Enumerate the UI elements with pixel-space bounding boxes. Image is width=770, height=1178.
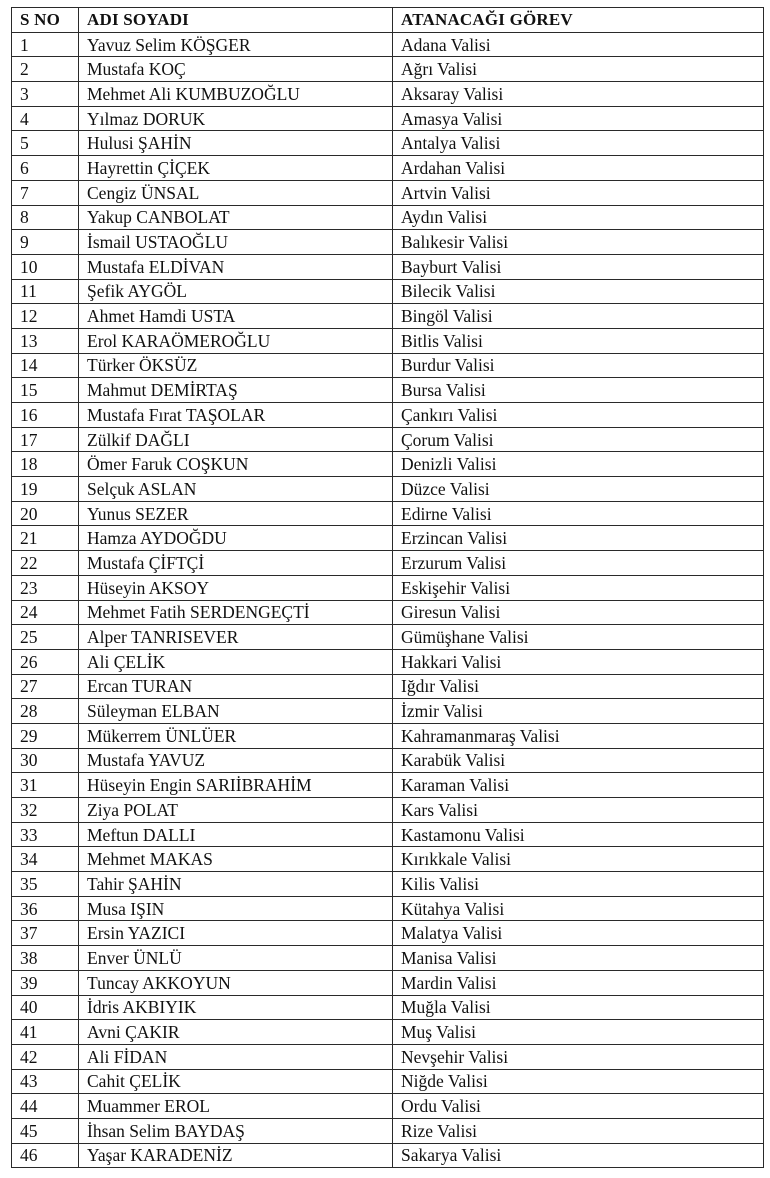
row-number-cell: 4 [12, 106, 79, 131]
row-number-cell: 23 [12, 575, 79, 600]
column-header-name: ADI SOYADI [79, 8, 393, 33]
table-row [12, 378, 764, 403]
table-row [12, 649, 764, 674]
table-row [12, 205, 764, 230]
table-row [12, 1094, 764, 1119]
assigned-duty-cell: Balıkesir Valisi [393, 230, 764, 255]
full-name-cell: Tahir ŞAHİN [79, 872, 393, 897]
full-name-cell: Meftun DALLI [79, 822, 393, 847]
row-number-cell: 21 [12, 526, 79, 551]
assigned-duty-cell: Kahramanmaraş Valisi [393, 723, 764, 748]
table-row [12, 1069, 764, 1094]
assigned-duty-cell: Sakarya Valisi [393, 1143, 764, 1168]
assigned-duty-cell: Manisa Valisi [393, 946, 764, 971]
row-number-cell: 22 [12, 551, 79, 576]
assigned-duty-cell: Nevşehir Valisi [393, 1044, 764, 1069]
row-number-cell: 40 [12, 995, 79, 1020]
row-number-cell: 16 [12, 403, 79, 428]
full-name-cell: Ziya POLAT [79, 798, 393, 823]
assigned-duty-cell: Düzce Valisi [393, 477, 764, 502]
assigned-duty-cell: Burdur Valisi [393, 353, 764, 378]
full-name-cell: Mustafa ÇİFTÇİ [79, 551, 393, 576]
row-number-cell: 34 [12, 847, 79, 872]
table-row [12, 773, 764, 798]
assigned-duty-cell: Bayburt Valisi [393, 254, 764, 279]
table-body [12, 32, 764, 1168]
row-number-cell: 32 [12, 798, 79, 823]
full-name-cell: Cahit ÇELİK [79, 1069, 393, 1094]
full-name-cell: Zülkif DAĞLI [79, 427, 393, 452]
full-name-cell: Yunus SEZER [79, 501, 393, 526]
row-number-cell: 19 [12, 477, 79, 502]
row-number-cell: 14 [12, 353, 79, 378]
full-name-cell: Enver ÜNLÜ [79, 946, 393, 971]
table-row [12, 946, 764, 971]
assigned-duty-cell: Kırıkkale Valisi [393, 847, 764, 872]
row-number-cell: 10 [12, 254, 79, 279]
row-number-cell: 26 [12, 649, 79, 674]
full-name-cell: Yaşar KARADENİZ [79, 1143, 393, 1168]
full-name-cell: Mustafa Fırat TAŞOLAR [79, 403, 393, 428]
row-number-cell: 20 [12, 501, 79, 526]
row-number-cell: 36 [12, 896, 79, 921]
row-number-cell: 29 [12, 723, 79, 748]
row-number-cell: 15 [12, 378, 79, 403]
table-row [12, 872, 764, 897]
assigned-duty-cell: Giresun Valisi [393, 600, 764, 625]
row-number-cell: 46 [12, 1143, 79, 1168]
assigned-duty-cell: Artvin Valisi [393, 180, 764, 205]
row-number-cell: 28 [12, 699, 79, 724]
row-number-cell: 42 [12, 1044, 79, 1069]
table-row [12, 1020, 764, 1045]
table-row [12, 995, 764, 1020]
full-name-cell: Tuncay AKKOYUN [79, 970, 393, 995]
full-name-cell: Ahmet Hamdi USTA [79, 304, 393, 329]
row-number-cell: 25 [12, 625, 79, 650]
table-row [12, 353, 764, 378]
assigned-duty-cell: Hakkari Valisi [393, 649, 764, 674]
full-name-cell: Cengiz ÜNSAL [79, 180, 393, 205]
assigned-duty-cell: Gümüşhane Valisi [393, 625, 764, 650]
assigned-duty-cell: Ordu Valisi [393, 1094, 764, 1119]
assigned-duty-cell: Malatya Valisi [393, 921, 764, 946]
row-number-cell: 13 [12, 328, 79, 353]
full-name-cell: Mustafa ELDİVAN [79, 254, 393, 279]
full-name-cell: Mükerrem ÜNLÜER [79, 723, 393, 748]
full-name-cell: Hulusi ŞAHİN [79, 131, 393, 156]
full-name-cell: Türker ÖKSÜZ [79, 353, 393, 378]
full-name-cell: Muammer EROL [79, 1094, 393, 1119]
document-page [11, 7, 763, 1168]
full-name-cell: Mustafa YAVUZ [79, 748, 393, 773]
table-row [12, 970, 764, 995]
assigned-duty-cell: Kastamonu Valisi [393, 822, 764, 847]
table-row [12, 748, 764, 773]
row-number-cell: 27 [12, 674, 79, 699]
assigned-duty-cell: Erzurum Valisi [393, 551, 764, 576]
full-name-cell: Ali FİDAN [79, 1044, 393, 1069]
row-number-cell: 43 [12, 1069, 79, 1094]
row-number-cell: 37 [12, 921, 79, 946]
table-row [12, 328, 764, 353]
assigned-duty-cell: Karaman Valisi [393, 773, 764, 798]
row-number-cell: 5 [12, 131, 79, 156]
row-number-cell: 31 [12, 773, 79, 798]
assigned-duty-cell: Aydın Valisi [393, 205, 764, 230]
row-number-cell: 17 [12, 427, 79, 452]
appointments-table [11, 7, 764, 1168]
full-name-cell: Ali ÇELİK [79, 649, 393, 674]
row-number-cell: 1 [12, 32, 79, 57]
table-row [12, 699, 764, 724]
assigned-duty-cell: Ağrı Valisi [393, 57, 764, 82]
table-row [12, 798, 764, 823]
table-row [12, 896, 764, 921]
table-row [12, 403, 764, 428]
assigned-duty-cell: Ardahan Valisi [393, 156, 764, 181]
assigned-duty-cell: Aksaray Valisi [393, 82, 764, 107]
assigned-duty-cell: Karabük Valisi [393, 748, 764, 773]
assigned-duty-cell: Amasya Valisi [393, 106, 764, 131]
table-row [12, 822, 764, 847]
table-row [12, 1118, 764, 1143]
table-row [12, 427, 764, 452]
assigned-duty-cell: Niğde Valisi [393, 1069, 764, 1094]
assigned-duty-cell: Mardin Valisi [393, 970, 764, 995]
column-header-duty: ATANACAĞI GÖREV [393, 8, 764, 33]
full-name-cell: Mahmut DEMİRTAŞ [79, 378, 393, 403]
full-name-cell: Şefik AYGÖL [79, 279, 393, 304]
row-number-cell: 30 [12, 748, 79, 773]
full-name-cell: İhsan Selim BAYDAŞ [79, 1118, 393, 1143]
full-name-cell: Yılmaz DORUK [79, 106, 393, 131]
full-name-cell: Mehmet Ali KUMBUZOĞLU [79, 82, 393, 107]
table-row [12, 847, 764, 872]
full-name-cell: Ersin YAZICI [79, 921, 393, 946]
full-name-cell: Ercan TURAN [79, 674, 393, 699]
full-name-cell: Erol KARAÖMEROĞLU [79, 328, 393, 353]
full-name-cell: Hüseyin AKSOY [79, 575, 393, 600]
row-number-cell: 12 [12, 304, 79, 329]
row-number-cell: 45 [12, 1118, 79, 1143]
row-number-cell: 9 [12, 230, 79, 255]
row-number-cell: 24 [12, 600, 79, 625]
row-number-cell: 33 [12, 822, 79, 847]
full-name-cell: Yakup CANBOLAT [79, 205, 393, 230]
table-header-row [12, 8, 764, 33]
table-row [12, 106, 764, 131]
table-row [12, 82, 764, 107]
table-row [12, 131, 764, 156]
assigned-duty-cell: Muş Valisi [393, 1020, 764, 1045]
assigned-duty-cell: Denizli Valisi [393, 452, 764, 477]
row-number-cell: 2 [12, 57, 79, 82]
assigned-duty-cell: İzmir Valisi [393, 699, 764, 724]
full-name-cell: Mehmet MAKAS [79, 847, 393, 872]
assigned-duty-cell: Kars Valisi [393, 798, 764, 823]
assigned-duty-cell: Bingöl Valisi [393, 304, 764, 329]
assigned-duty-cell: Adana Valisi [393, 32, 764, 57]
row-number-cell: 8 [12, 205, 79, 230]
table-row [12, 600, 764, 625]
table-row [12, 304, 764, 329]
table-row [12, 156, 764, 181]
assigned-duty-cell: Muğla Valisi [393, 995, 764, 1020]
assigned-duty-cell: Bitlis Valisi [393, 328, 764, 353]
assigned-duty-cell: Iğdır Valisi [393, 674, 764, 699]
table-row [12, 526, 764, 551]
assigned-duty-cell: Kütahya Valisi [393, 896, 764, 921]
full-name-cell: Musa IŞIN [79, 896, 393, 921]
table-row [12, 230, 764, 255]
assigned-duty-cell: Erzincan Valisi [393, 526, 764, 551]
table-row [12, 57, 764, 82]
table-row [12, 477, 764, 502]
table-row [12, 1143, 764, 1168]
row-number-cell: 11 [12, 279, 79, 304]
row-number-cell: 7 [12, 180, 79, 205]
full-name-cell: Süleyman ELBAN [79, 699, 393, 724]
assigned-duty-cell: Kilis Valisi [393, 872, 764, 897]
table-row [12, 625, 764, 650]
table-row [12, 501, 764, 526]
row-number-cell: 6 [12, 156, 79, 181]
table-row [12, 575, 764, 600]
row-number-cell: 39 [12, 970, 79, 995]
table-row [12, 452, 764, 477]
full-name-cell: Avni ÇAKIR [79, 1020, 393, 1045]
assigned-duty-cell: Bilecik Valisi [393, 279, 764, 304]
table-row [12, 1044, 764, 1069]
assigned-duty-cell: Çankırı Valisi [393, 403, 764, 428]
row-number-cell: 44 [12, 1094, 79, 1119]
full-name-cell: Selçuk ASLAN [79, 477, 393, 502]
table-row [12, 921, 764, 946]
assigned-duty-cell: Antalya Valisi [393, 131, 764, 156]
full-name-cell: İdris AKBIYIK [79, 995, 393, 1020]
row-number-cell: 18 [12, 452, 79, 477]
full-name-cell: Hüseyin Engin SARIİBRAHİM [79, 773, 393, 798]
table-row [12, 180, 764, 205]
full-name-cell: Alper TANRISEVER [79, 625, 393, 650]
assigned-duty-cell: Rize Valisi [393, 1118, 764, 1143]
full-name-cell: İsmail USTAOĞLU [79, 230, 393, 255]
table-row [12, 279, 764, 304]
assigned-duty-cell: Eskişehir Valisi [393, 575, 764, 600]
table-row [12, 551, 764, 576]
row-number-cell: 41 [12, 1020, 79, 1045]
row-number-cell: 3 [12, 82, 79, 107]
full-name-cell: Hamza AYDOĞDU [79, 526, 393, 551]
assigned-duty-cell: Bursa Valisi [393, 378, 764, 403]
table-row [12, 32, 764, 57]
table-row [12, 254, 764, 279]
assigned-duty-cell: Çorum Valisi [393, 427, 764, 452]
full-name-cell: Mehmet Fatih SERDENGEÇTİ [79, 600, 393, 625]
row-number-cell: 38 [12, 946, 79, 971]
table-row [12, 674, 764, 699]
full-name-cell: Hayrettin ÇİÇEK [79, 156, 393, 181]
assigned-duty-cell: Edirne Valisi [393, 501, 764, 526]
full-name-cell: Yavuz Selim KÖŞGER [79, 32, 393, 57]
table-row [12, 723, 764, 748]
column-header-no: S NO [12, 8, 79, 33]
full-name-cell: Ömer Faruk COŞKUN [79, 452, 393, 477]
row-number-cell: 35 [12, 872, 79, 897]
full-name-cell: Mustafa KOÇ [79, 57, 393, 82]
